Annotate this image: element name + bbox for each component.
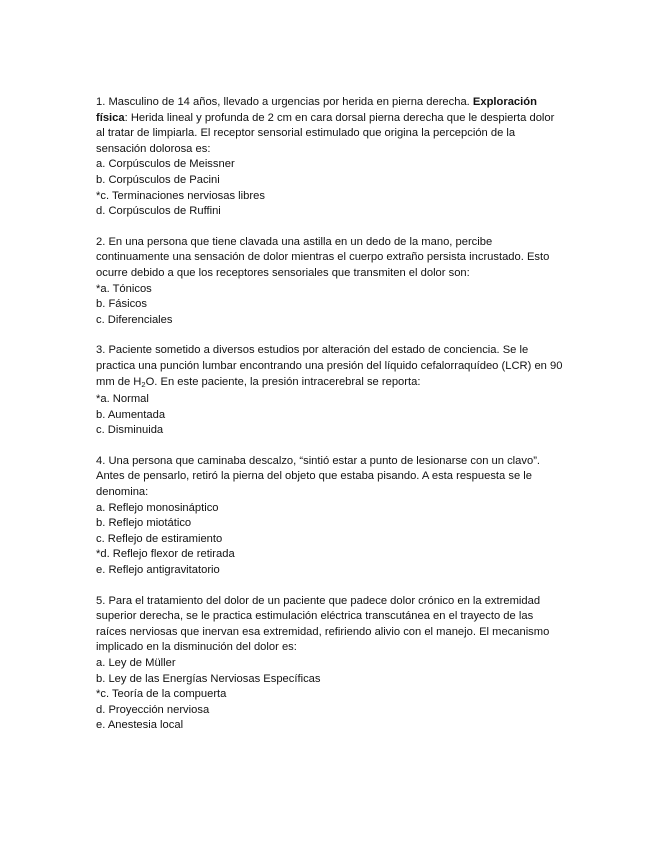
- question-stem: [96, 235, 566, 282]
- stem-text: 1. Masculino de 14 años, llevado a urgencias por herida en pierna derecha.: [96, 96, 473, 108]
- question-1: [96, 95, 566, 220]
- answer-option: b. Fásicos: [96, 298, 147, 311]
- answer-option: e. Reflejo antigravitatorio: [96, 564, 220, 577]
- answer-option: c. Disminuida: [96, 424, 164, 437]
- answer-option-correct: *c. Terminaciones nerviosas libres: [96, 189, 265, 202]
- question-stem: [96, 454, 566, 501]
- answer-option: c. Reflejo de estiramiento: [96, 532, 223, 545]
- stem-bold-text: Exploración física: [96, 96, 537, 124]
- question-stem: [96, 594, 566, 656]
- answer-option: b. Aumentada: [96, 408, 166, 421]
- answer-option: a. Ley de Müller: [96, 657, 176, 669]
- question-stem: [96, 343, 566, 392]
- answer-options: [96, 157, 566, 219]
- subscript-text: 2: [141, 379, 146, 389]
- stem-text: 3. Paciente sometido a diversos estudios por alteración del estado de conciencia. Se le practica una punción lumbar encontrando una presión del líquido cefalorraquídeo (LCR) en 90 mm de H: [96, 344, 563, 388]
- question-3: [96, 343, 566, 439]
- answer-options: [96, 501, 566, 579]
- answer-option: a. Reflejo monosináptico: [96, 501, 219, 514]
- answer-option: e. Anestesia local: [96, 719, 184, 732]
- answer-options: [96, 392, 566, 439]
- answer-option: b. Corpúsculos de Pacini: [96, 173, 220, 186]
- question-4: [96, 454, 566, 579]
- answer-option: d. Proyección nerviosa: [96, 703, 210, 716]
- answer-option: b. Reflejo miotático: [96, 517, 192, 530]
- answer-options: [96, 282, 566, 329]
- question-list: [96, 95, 566, 749]
- stem-text: 4. Una persona que caminaba descalzo, “sintió estar a punto de lesionarse con un clavo”. Antes de pensarlo, retiró la pierna del objeto que estaba pisando. A esta respuesta se le denomina:: [96, 454, 541, 499]
- stem-text: 5. Para el tratamiento del dolor de un paciente que padece dolor crónico en la extremidad superior derecha, se le practica estimulación eléctrica transcutánea en el trayecto de las raíces nerviosas que inervan esa extremidad, refiriendo alivio con el manejo. El mecanismo implicado en la disminución del dolor es:: [96, 594, 550, 654]
- question-stem: [96, 95, 566, 157]
- stem-text: 2. En una persona que tiene clavada una astilla en un dedo de la mano, percibe continuamente una sensación de dolor mientras el cuerpo extraño persista incrustado. Esto ocurre debido a que los receptores sensoriales que transmiten el dolor son:: [96, 235, 550, 279]
- answer-option: d. Corpúsculos de Ruffini: [96, 205, 221, 218]
- stem-text: O. En este paciente, la presión intracerebral se reporta:: [145, 375, 421, 388]
- answer-options: [96, 656, 566, 734]
- stem-text: : Herida lineal y profunda de 2 cm en cara dorsal pierna derecha que le despierta dolor al tratar de limpiarla. El receptor sensorial estimulado que origina la percepción de la sensación dolorosa es:: [96, 111, 555, 155]
- answer-option: b. Ley de las Energías Nerviosas Específicas: [96, 672, 321, 685]
- question-5: [96, 594, 566, 734]
- answer-option-correct: *a. Normal: [96, 393, 149, 406]
- answer-option: c. Diferenciales: [96, 313, 173, 326]
- answer-option-correct: *c. Teoría de la compuerta: [96, 688, 227, 701]
- question-2: [96, 235, 566, 329]
- answer-option-correct: *a. Tónicos: [96, 282, 152, 295]
- answer-option: a. Corpúsculos de Meissner: [96, 158, 235, 171]
- answer-option-correct: *d. Reflejo flexor de retirada: [96, 548, 235, 561]
